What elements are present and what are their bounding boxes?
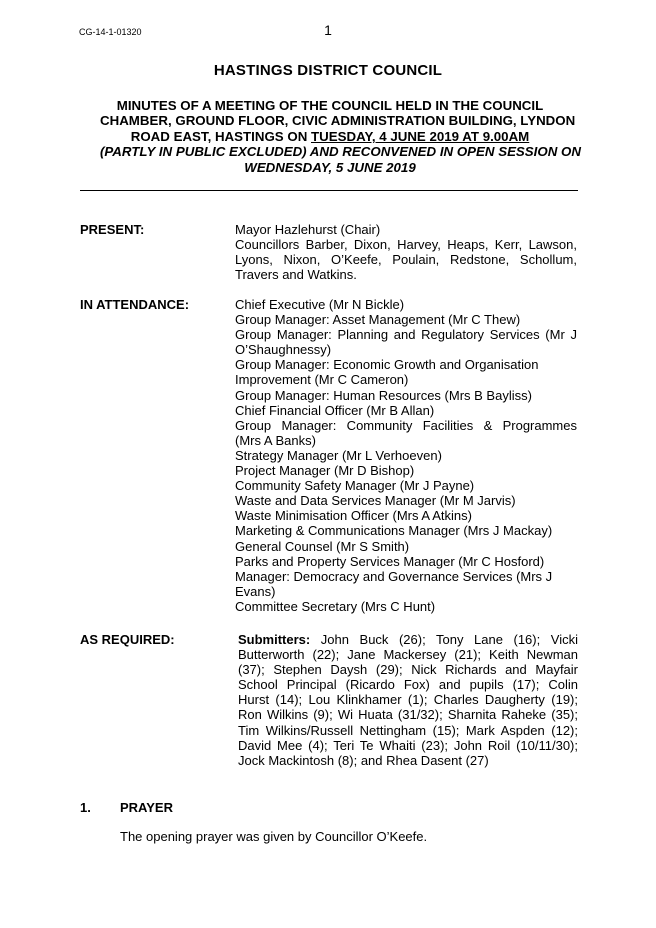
attendance-line: General Counsel (Mr S Smith) (235, 538, 410, 554)
submitters-line: Butterworth (22); Jane Mackersey (21); Keith Newman (238, 647, 578, 663)
heading-line-3 (100, 129, 560, 144)
present-line: Councillors Barber, Dixon, Harvey, Heaps, Kerr, Lawson, (235, 237, 577, 253)
present-line: Travers and Watkins. (235, 267, 357, 283)
submitters-label: Submitters: (238, 632, 311, 647)
attendance-list (235, 297, 577, 614)
submitters-list (238, 632, 578, 768)
attendance-line: Group Manager: Planning and Regulatory Services (Mr J (235, 327, 577, 343)
council-name: HASTINGS DISTRICT COUNCIL (213, 62, 443, 79)
submitters-line: School Principal (Ricardo Fox) and pupils (17); Colin (238, 677, 578, 693)
section-number: 1. (80, 800, 91, 815)
submitters-line: Hurst (14); Lou Klinkhamer (1); Charles Daugherty (19); (238, 692, 578, 708)
attendance-line: Project Manager (Mr D Bishop) (235, 463, 415, 479)
attendance-line: Chief Financial Officer (Mr B Allan) (235, 402, 435, 418)
in-attendance-label: IN ATTENDANCE: (80, 297, 190, 312)
attendance-line: Chief Executive (Mr N Bickle) (235, 297, 405, 312)
present-label: PRESENT: (80, 222, 145, 237)
meeting-date: TUESDAY, 4 JUNE 2019 AT 9.00AM (311, 128, 530, 144)
as-required-label: AS REQUIRED: (80, 632, 175, 647)
attendance-line: Group Manager: Human Resources (Mrs B Bayliss) (235, 387, 532, 403)
submitters-line: (37); Stephen Daysh (29); Nick Richards and Mayfair (238, 662, 578, 678)
document-reference: CG-14-1-01320 (79, 27, 142, 37)
page-number: 1 (324, 22, 332, 38)
submitters-line (238, 632, 578, 647)
attendance-line: (Mrs A Banks) (235, 432, 316, 448)
heading-line-2: CHAMBER, GROUND FLOOR, CIVIC ADMINISTRATION BUILDING, LYNDON (100, 113, 576, 129)
attendance-line: Parks and Property Services Manager (Mr C Hosford) (235, 553, 545, 569)
section-text: The opening prayer was given by Councillor O’Keefe. (120, 829, 428, 844)
present-line: Lyons, Nixon, O’Keefe, Poulain, Redstone, Schollum, (235, 252, 577, 268)
attendance-line: Manager: Democracy and Governance Services (Mrs J (235, 568, 553, 584)
heading-line-5: WEDNESDAY, 5 JUNE 2019 (244, 159, 416, 175)
attendance-line: Group Manager: Asset Management (Mr C Thew) (235, 312, 521, 328)
heading-line-3-prefix: ROAD EAST, HASTINGS ON (130, 128, 311, 144)
attendance-line: Evans) (235, 583, 276, 599)
attendance-line: Group Manager: Community Facilities & Programmes (235, 417, 577, 433)
present-list (235, 222, 577, 282)
meeting-heading (100, 98, 581, 175)
heading-line-1: MINUTES OF A MEETING OF THE COUNCIL HELD IN THE COUNCIL (116, 98, 544, 113)
attendance-line: O’Shaughnessy) (235, 342, 332, 358)
section-title: PRAYER (120, 800, 173, 815)
heading-line-4: (PARTLY IN PUBLIC EXCLUDED) AND RECONVENED IN OPEN SESSION ON (100, 144, 581, 160)
submitters-line: Jock Mackintosh (8); and Rhea Dasent (27) (238, 752, 489, 768)
attendance-line: Marketing & Communications Manager (Mrs J Mackay) (235, 523, 553, 539)
attendance-line: Waste and Data Services Manager (Mr M Jarvis) (235, 493, 516, 509)
submitters-line: David Mee (4); Teri Te Whaiti (23); John Roil (10/11/30); (238, 737, 578, 753)
horizontal-divider (80, 190, 578, 191)
attendance-line: Group Manager: Economic Growth and Organisation (235, 357, 539, 373)
submitters-line: Ron Wilkins (9); Wi Huata (31/32); Sharnita Raheke (35); (238, 707, 578, 723)
attendance-line: Improvement (Mr C Cameron) (235, 372, 409, 388)
attendance-line: Strategy Manager (Mr L Verhoeven) (235, 447, 442, 463)
submitters-line: Tim Wilkins/Russell Nettingham (15); Mark Aspden (12); (238, 722, 578, 738)
submitters-first-line: John Buck (26); Tony Lane (16); Vicki (310, 632, 578, 647)
attendance-line: Community Safety Manager (Mr J Payne) (235, 478, 475, 494)
attendance-line: Waste Minimisation Officer (Mrs A Atkins) (235, 508, 472, 524)
present-line: Mayor Hazlehurst (Chair) (235, 222, 381, 237)
attendance-line: Committee Secretary (Mrs C Hunt) (235, 598, 436, 614)
